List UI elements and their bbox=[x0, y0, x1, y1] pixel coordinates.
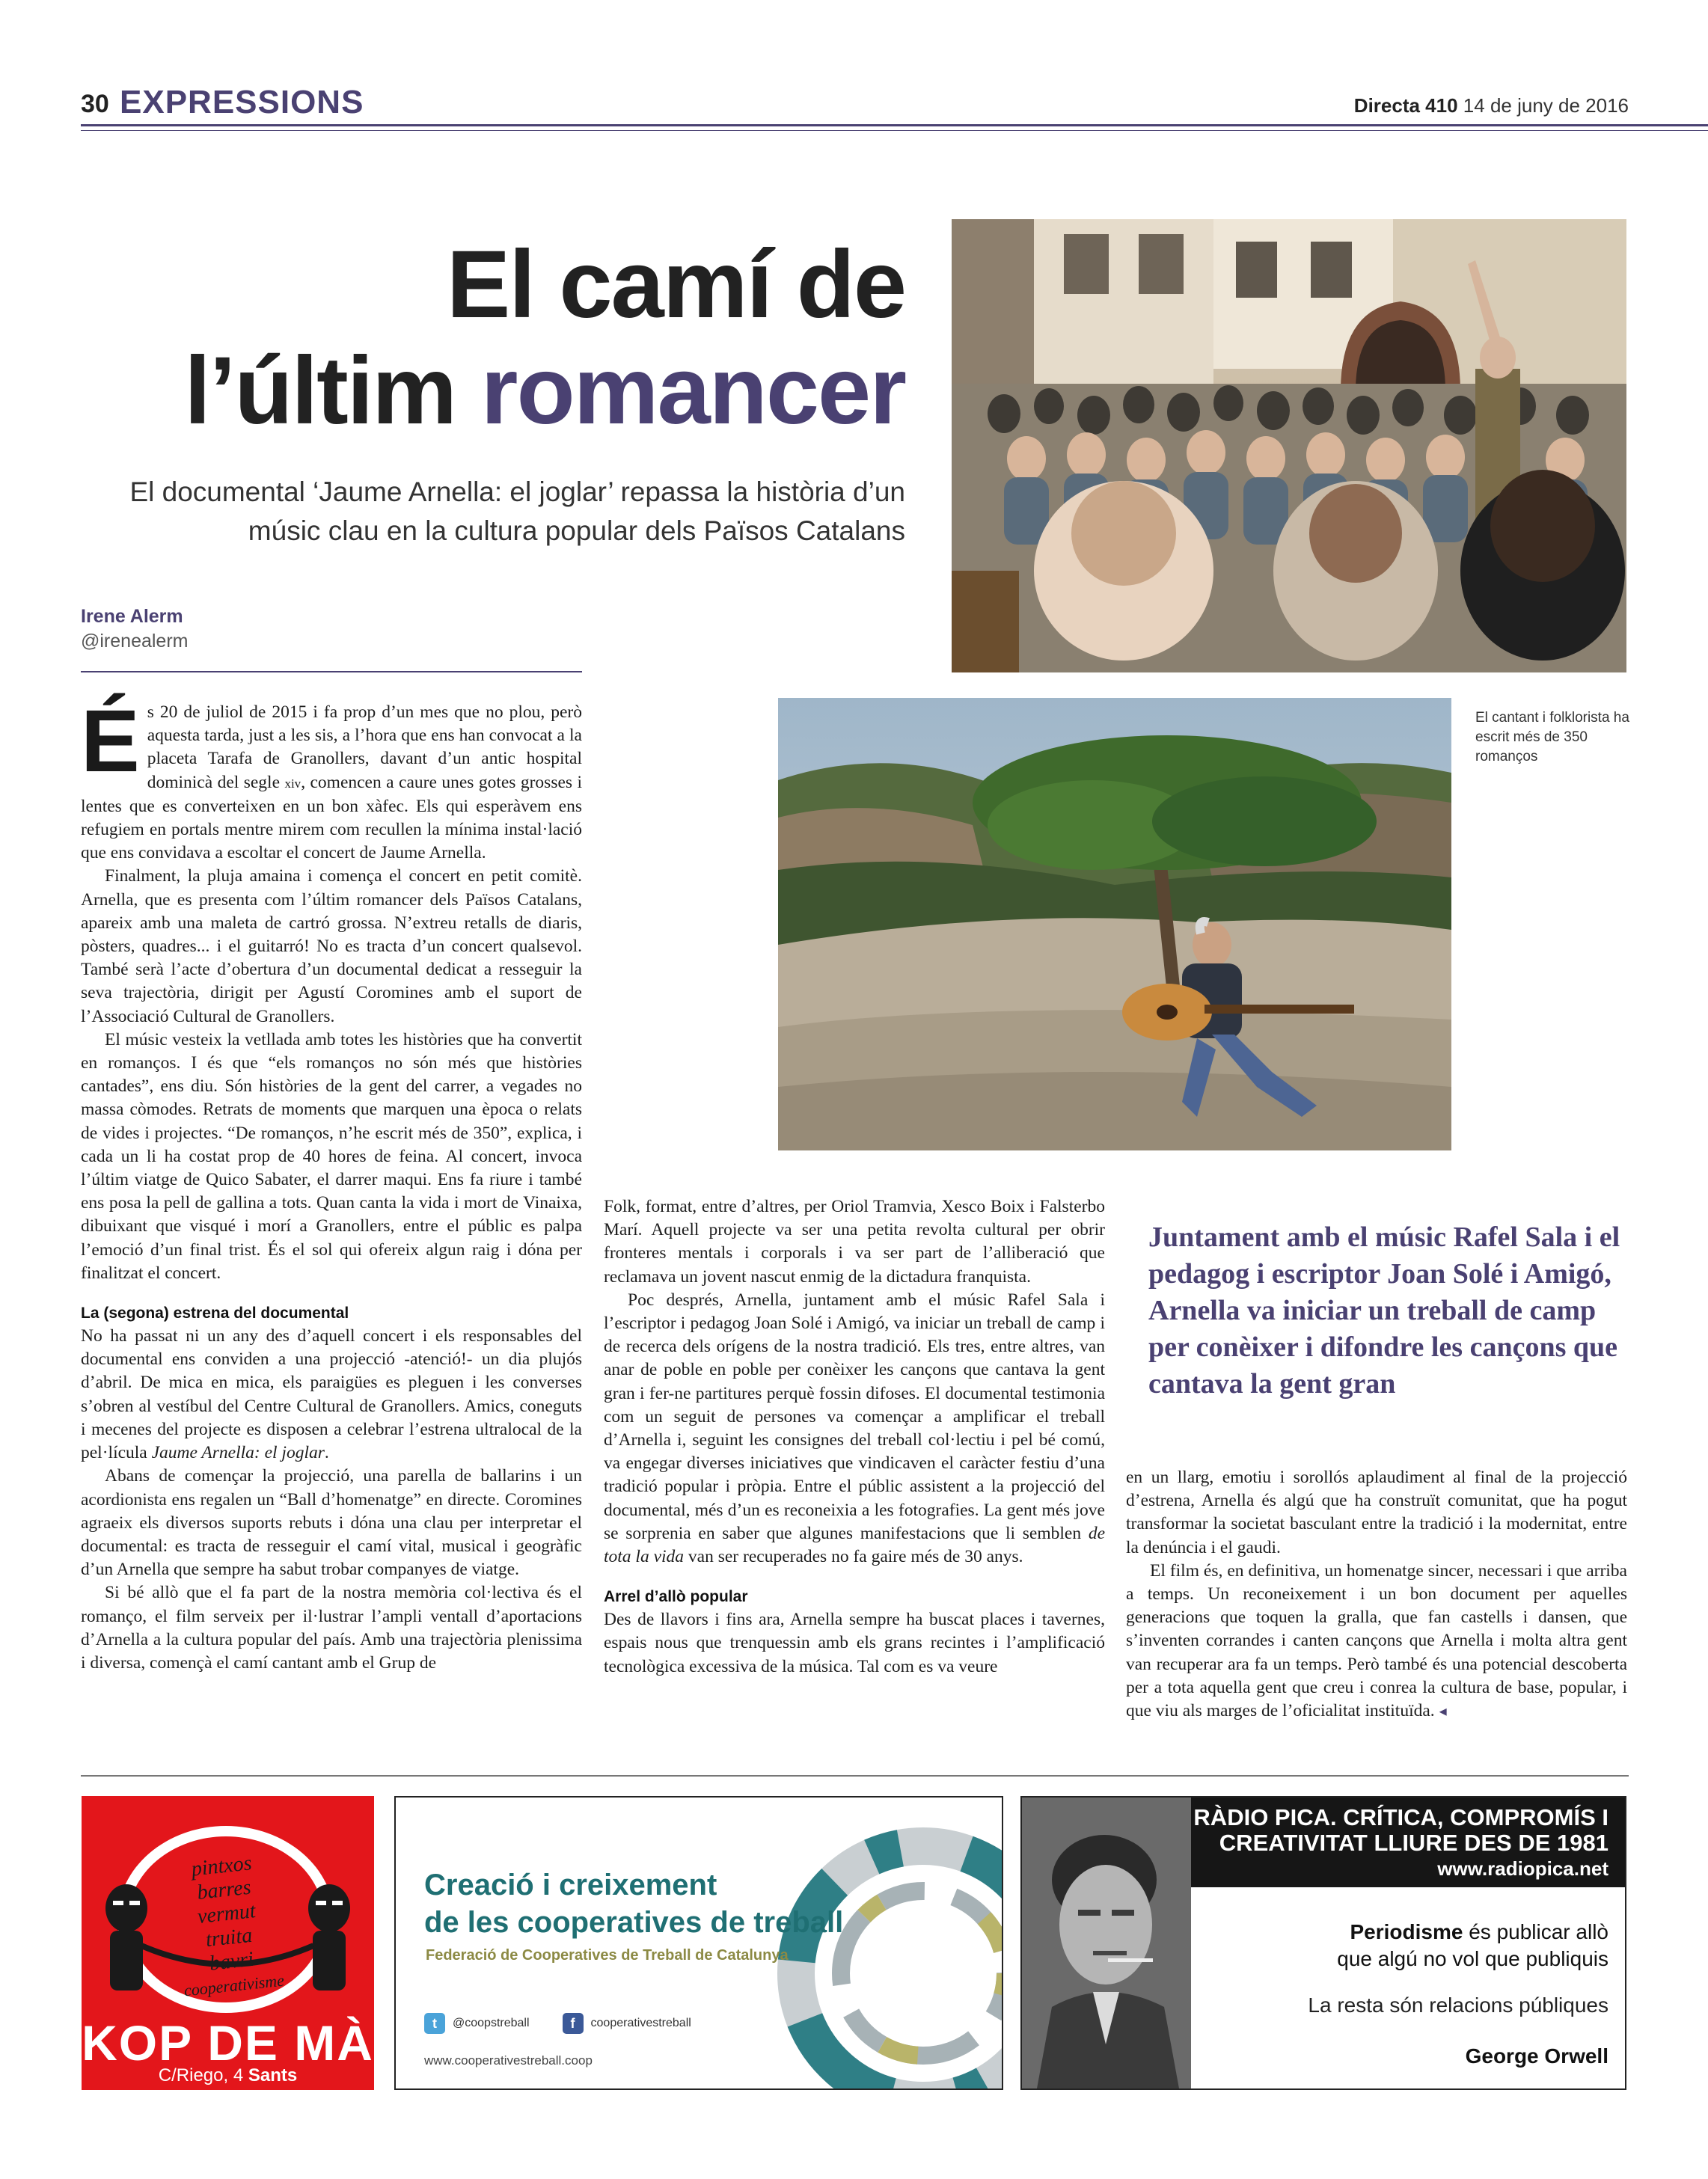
italic-phrase: de tota la vida bbox=[604, 1523, 1105, 1567]
subheading: La (segona) estrena del documental bbox=[81, 1305, 349, 1323]
ad-quote: Periodisme és publicar allò que algú no vol que publiquis bbox=[1337, 1920, 1608, 1970]
author-handle[interactable]: @irenealerm bbox=[81, 631, 189, 652]
ad-social-links bbox=[424, 2013, 691, 2034]
masthead-info bbox=[1354, 94, 1629, 117]
ad-kop-de-ma[interactable] bbox=[82, 1796, 374, 2090]
ad-subtitle: Federació de Cooperatives de Treball de Catalunya bbox=[426, 1947, 789, 1964]
ad-cooperatives[interactable] bbox=[394, 1796, 1003, 2090]
byline-rule bbox=[81, 671, 582, 672]
ad-quote-2: La resta són relacions públiques bbox=[1308, 1993, 1608, 2017]
paragraph: Folk, format, entre d’altres, per Oriol Tramvia, Xesco Boix i Falsterbo Marí. Aquell projecte va ser una petita revolta cultural per obrir fronteres mentals i corporals i va ser part de l’alliberació que reclamava un jovent nascut enmig de la dictadura franquista. bbox=[604, 1197, 1105, 1287]
film-title: Jaume Arnella: el joglar bbox=[151, 1443, 325, 1463]
ad-script-words: pintxos barres vermut truita bavri cooperativisme bbox=[183, 1851, 285, 2000]
ad-title: Creació i creixement de les cooperatives de treball bbox=[424, 1869, 844, 1939]
headline-line1: El camí de bbox=[446, 231, 905, 338]
header-rule-thin bbox=[81, 130, 1708, 131]
ad-quote-author: George Orwell bbox=[1465, 2044, 1608, 2068]
article-column-2 bbox=[604, 1195, 1105, 1679]
facebook-handle[interactable]: cooperativestreball bbox=[590, 2017, 691, 2029]
twitter-handle[interactable]: @coopstreball bbox=[453, 2017, 530, 2029]
ad-radio-pica[interactable] bbox=[1020, 1796, 1626, 2090]
pull-quote: Juntament amb el músic Rafel Sala i el pedagog i escriptor Joan Solé i Amigó, Arnella va iniciar un treball de camp per conèixer i difondre les cançons que cantava la gent gran bbox=[1148, 1222, 1620, 1400]
ad-title: KOP DE MÀ bbox=[82, 2015, 374, 2071]
paragraph: en un llarg, emotiu i sorollós aplaudiment al final de la projecció d’estrena, Arnella és algú que ha construït comunitat, que ha pogut transformar la societat basculant entre la tradició i la modernitat, entre la denúncia i el gaudi. bbox=[1126, 1468, 1627, 1557]
footer-rule bbox=[81, 1775, 1629, 1777]
facebook-icon: f bbox=[563, 2013, 584, 2034]
concert-photo bbox=[952, 219, 1626, 672]
author-name: Irene Alerm bbox=[81, 606, 183, 627]
photo-caption: El cantant i folklorista ha escrit més de 350 romanços bbox=[1475, 710, 1629, 764]
headline-line2a: l’últim bbox=[184, 337, 456, 444]
subheading: Arrel d’allò popular bbox=[604, 1588, 748, 1606]
ad-ring-graphic bbox=[762, 1812, 1003, 2090]
twitter-icon: t bbox=[424, 2013, 445, 2034]
subhead: El documental ‘Jaume Arnella: el joglar’ repassa la història d’un músic clau en la cultura popular dels Països Catalans bbox=[129, 476, 905, 546]
banner-url[interactable]: www.radiopica.net bbox=[1437, 1857, 1608, 1880]
headline-highlight: romancer bbox=[480, 337, 905, 444]
paragraph: Poc després, Arnella, juntament amb el músic Rafel Sala i l’escriptor i pedagog Joan Solé i Amigó, va iniciar un treball de camp i de recerca dels orígens de la nostra tradició. Els tres, entre altres, van anar de poble en poble per conèixer les cançons que cantava la gent gran i fer-ne partitures perquè fossin difoses. El documental testimonia com un seguit de persones va començar a amplificar el treball d’Arnella i, seguint les consignes del treball col·lectiu i pel bé comú, va engegar diverses iniciatives que vindicaven el caràcter festiu d’una tradició popular i pròpia. Entre el públic assistent a la projecció del documental, més d’un es reconeixia a les fotografies. La gent més jove se sorprenia en saber que algunes manifestacions que li semblen de tota la vida van ser recuperades no fa gaire més de 30 anys. bbox=[604, 1290, 1105, 1567]
paragraph: Finalment, la pluja amaina i comença el concert en petit comitè. Arnella, que es presenta com l’últim romancer dels Països Catalans, apareix amb una maleta de cartró grossa. N’extreu retalls de diaris, pòsters, quadres... i el guitarró! No es tracta d’un concert qualsevol. També serà l’acte d’obertura d’un documental dedicat a resseguir la seva trajectòria, dirigit per Agustí Coromines amb el suport de l’Associació Cultural de Granollers. bbox=[81, 866, 582, 1026]
end-mark-icon: ◂ bbox=[1439, 1703, 1447, 1720]
guitarist-photo bbox=[778, 698, 1451, 1150]
ad-address: C/Riego, 4 Sants bbox=[158, 2065, 298, 2085]
dropcap: É bbox=[81, 692, 140, 791]
orwell-portrait bbox=[1022, 1798, 1191, 2088]
paragraph: El film és, en definitiva, un homenatge sincer, necessari i que arriba a temps. Un reconeixement i un bon document per aquelles generacions que toquen la gralla, que fan castells i dansen, que s’inventen corrandes i canten cançons que Arnella i molta altra gent van recuperar ara fa un temps. Però també és una potencial descoberta per a tota aquella gent que creu i conrea la cultura de base, popular, i que viu als marges de l’oficialitat instituïda. ◂ bbox=[1126, 1560, 1627, 1721]
paragraph: Abans de començar la projecció, una parella de ballarins i un acordionista ens regalen un “Ball d’homenatge” en directe. Coromines agraeix els diversos suports rebuts i dóna una clau per interpretar el documental: es tracta de resseguir el camí vital, musical i geogràfic d’un Arnella que sempre ha sabut trobar companyes de viatge. bbox=[81, 1466, 582, 1580]
paragraph: No ha passat ni un any des d’aquell concert i els responsables del documental ens conviden a una projecció -atenció!- un dia plujós d’abril. De mica en mica, els paraigües es pleguen i les converses s’obren al vestíbul del Centre Cultural de Granollers. Amics, coneguts i mecenes del projecte es disposen a celebrar l’estrena ultralocal de la pel·lícula Jaume Arnella: el joglar. bbox=[81, 1326, 582, 1463]
paragraph: És 20 de juliol de 2015 i fa prop d’un mes que no plou, però aquesta tarda, just a les sis, a l’hora que ens han convocat a la placeta Tarafa de Granollers, davant d’un antic hospital dominicà del segle xiv, comencen a caure unes gotes grosses i lentes que es converteixen en un bon xàfec. Els qui esperàvem ens refugiem en portals mentre mirem com recullen la mínima instal·lació que ens convidava a escoltar el concert de Jaume Arnella. bbox=[81, 692, 582, 863]
paragraph: El músic vesteix la vetllada amb totes les històries que ha convertit en romanços. I és que “els romanços no són més que històries cantades”, ens diu. Són històries de la gent del carrer, a vegades no massa còmodes. Retrats de moments que marquen una època o relats de vides i projectes. “De romanços, n’he escrit més de 350”, explica, i cada un li ha costat prop de 40 hores de feina. Al concert, invoca l’últim viatge de Quico Sabater, el darrer maqui. Ens fa riure i també ens posa la pell de gallina a tots. Quan canta la vida i mort de Vinaixa, dibuixant que visqué i morí a Granollers, entre el públic es palpa l’emoció d’un final trist. És el sol qui ofereix algun raig i dóna per finalitzat el concert. bbox=[81, 1029, 582, 1283]
banner-slogan: RÀDIO PICA. CRÍTICA, COMPROMÍS I CREATIVITAT LLIURE DES DE 1981 bbox=[1193, 1804, 1608, 1856]
publication-date: 14 de juny de 2016 bbox=[1463, 94, 1629, 117]
section-title: EXPRESSIONS bbox=[120, 84, 364, 120]
article-column-3 bbox=[1126, 1466, 1627, 1723]
header-rule bbox=[81, 124, 1708, 126]
paragraph: Des de llavors i fins ara, Arnella sempre ha buscat places i tavernes, espais nous que trenquessin amb els grans recintes i l’amplificació tecnològica excessiva de la música. Tal com es va veure bbox=[604, 1610, 1105, 1676]
ad-banner bbox=[1191, 1798, 1625, 1887]
paragraph: Si bé allò que el fa part de la nostra memòria col·lectiva és el romanço, el film serveix per il·lustrar l’ampli ventall d’aportacions d’Arnella a la cultura popular del país. Amb una trajectòria plenissima i diversa, començà el camí cantant amb el Grup de bbox=[81, 1583, 582, 1673]
page-number: 30 bbox=[81, 90, 109, 118]
ad-url[interactable]: www.cooperativestreball.coop bbox=[424, 2053, 593, 2068]
article-column-1 bbox=[81, 692, 582, 1675]
headline bbox=[75, 232, 905, 444]
publication-name: Directa 410 bbox=[1353, 94, 1458, 117]
